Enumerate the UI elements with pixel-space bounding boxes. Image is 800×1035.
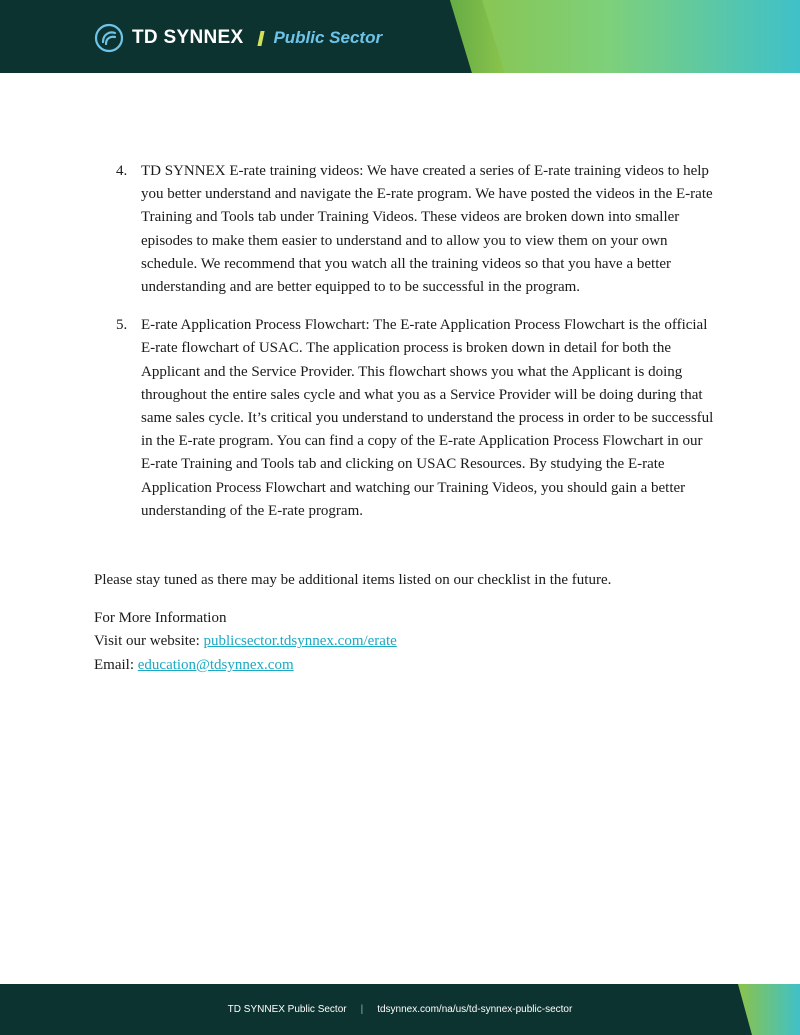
brand-name: TD SYNNEX	[132, 27, 244, 48]
checklist-item	[94, 160, 714, 299]
footer-separator: |	[360, 1004, 364, 1015]
td-synnex-logo-icon	[94, 23, 124, 53]
more-info-heading: For More Information	[94, 610, 227, 627]
checklist-item	[94, 314, 714, 523]
email-label: Email:	[94, 656, 138, 673]
page-footer	[0, 984, 800, 1035]
footer-company: TD SYNNEX Public Sector	[227, 1004, 347, 1015]
document-body	[94, 160, 714, 677]
website-link[interactable]: publicsector.tdsynnex.com/erate	[203, 633, 397, 650]
stay-tuned-note: Please stay tuned as there may be additional items listed on our checklist in the future.	[94, 572, 612, 589]
brand-logo	[94, 22, 382, 54]
more-info-section	[94, 607, 714, 677]
item-number: 4.	[116, 163, 128, 179]
item-number: 5.	[116, 317, 128, 334]
brand-divider	[258, 31, 265, 46]
item-text: TD SYNNEX E-rate training videos: We have created a series of E-rate training videos to help you better understand and navigate the E-rate program. We have posted the videos in the E-rate Training and Tools tab under Training Videos. These videos are broken down into smaller episodes to make them easier to understand and to allow you to view them on your own schedule. We recommend that you watch all the training videos so that you have a better understanding and are better equipped to to be successful in the program.	[141, 163, 713, 296]
email-line	[94, 654, 714, 677]
brand-division: Public Sector	[273, 28, 383, 47]
footer-text	[0, 1004, 800, 1015]
email-link[interactable]: education@tdsynnex.com	[137, 656, 294, 673]
checklist	[94, 160, 714, 523]
website-label: Visit our website:	[94, 633, 204, 650]
page-header	[0, 0, 800, 73]
item-text: E-rate Application Process Flowchart: The E-rate Application Process Flowchart is the official E-rate flowchart of USAC. The application process is broken down in detail for both the Applicant and the Service Provider. This flowchart shows you what the Applicant is doing throughout the entire sales cycle and what you as a Service Provider will be doing during that same sales cycle. It’s critical you understand to understand the process in order to be successful in the E-rate program. You can find a copy of the E-rate Application Process Flowchart in our E-rate Training and Tools tab and clicking on USAC Resources. By studying the E-rate Application Process Flowchart and watching our Training Videos, you should gain a better understanding of the E-rate program.	[141, 317, 714, 519]
footer-url: tdsynnex.com/na/us/td-synnex-public-sector	[377, 1004, 573, 1015]
website-line	[94, 630, 714, 653]
